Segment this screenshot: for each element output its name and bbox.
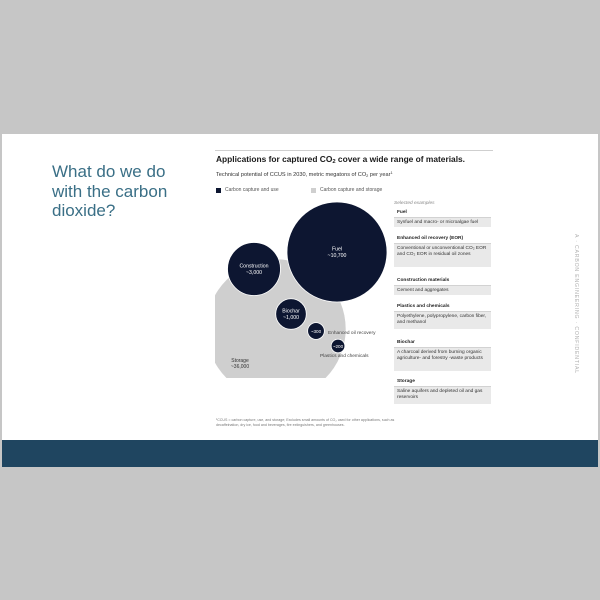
legend-label-ccs: Carbon capture and storage (320, 187, 383, 193)
chart-heading: Applications for captured $CO_2$ cover a wide range of materials. (216, 154, 466, 165)
bubble-value-storage: ~36,000 (230, 364, 250, 370)
example-description: Saline aquifers and depleted oil and gas reservoirs (394, 386, 491, 404)
slide-title: What do we do with the carbon dioxide? (52, 162, 168, 220)
example-description: Cement and aggregates (394, 285, 491, 295)
example-title: Enhanced oil recovery (EOR) (397, 236, 464, 241)
bubble-value-biochar: ~1,000 (282, 315, 300, 321)
bubble-label-fuel: Fuel (331, 246, 343, 253)
bubble-value-fuel: ~10,700 (327, 253, 347, 259)
example-description: Conventional or unconventional CO₂ EOR and CO₂ EOR in residual oil zones (394, 243, 491, 267)
bubble-value-construction: ~3,000 (245, 270, 263, 276)
example-title: Fuel (397, 210, 407, 215)
example-description: Synfuel and macro- or microalgae fuel (394, 217, 491, 227)
footnote: ¹CCUS = carbon capture, use, and storage; Excludes small amounts of CO₂ used for other applications, such as decaffeination, dry ice, food and beverages, fire extinguishers, and greenhouses. (216, 418, 395, 427)
bubble-label-storage: Storage (231, 358, 249, 364)
slide (2, 134, 598, 467)
bubble-label-plastics-and-chemicals: Plastics and chemicals (320, 354, 369, 359)
bubble-value-plastics-and-chemicals: ~200 (332, 343, 344, 349)
legend-label-ccu: Carbon capture and use (225, 187, 279, 193)
examples-heading: Selected examples (394, 201, 435, 206)
bubble-value-enhanced-oil-recovery: ~300 (310, 328, 322, 334)
example-title: Storage (397, 379, 415, 384)
example-title: Plastics and chemicals (397, 304, 450, 309)
bubble-label-biochar: Biochar (282, 308, 300, 315)
example-title: Construction materials (397, 278, 450, 283)
footer-bar (2, 440, 598, 467)
bubble-label-construction: Construction (239, 263, 269, 270)
side-label: A · CARBON ENGINEERING · CONFIDENTIAL (573, 234, 579, 374)
example-description: Polyethylene, polypropylene, carbon fiber, and methanol (394, 311, 491, 329)
bubble-label-enhanced-oil-recovery: Enhanced oil recovery (328, 331, 376, 336)
example-title: Biochar (397, 340, 415, 345)
chart-subtitle: Technical potential of CCUS in 2030, metric megatons of $CO_2$ per year$^1$ (216, 170, 393, 178)
example-description: A charcoal derived from burning organic agriculture- and forestry -waste products (394, 347, 491, 371)
